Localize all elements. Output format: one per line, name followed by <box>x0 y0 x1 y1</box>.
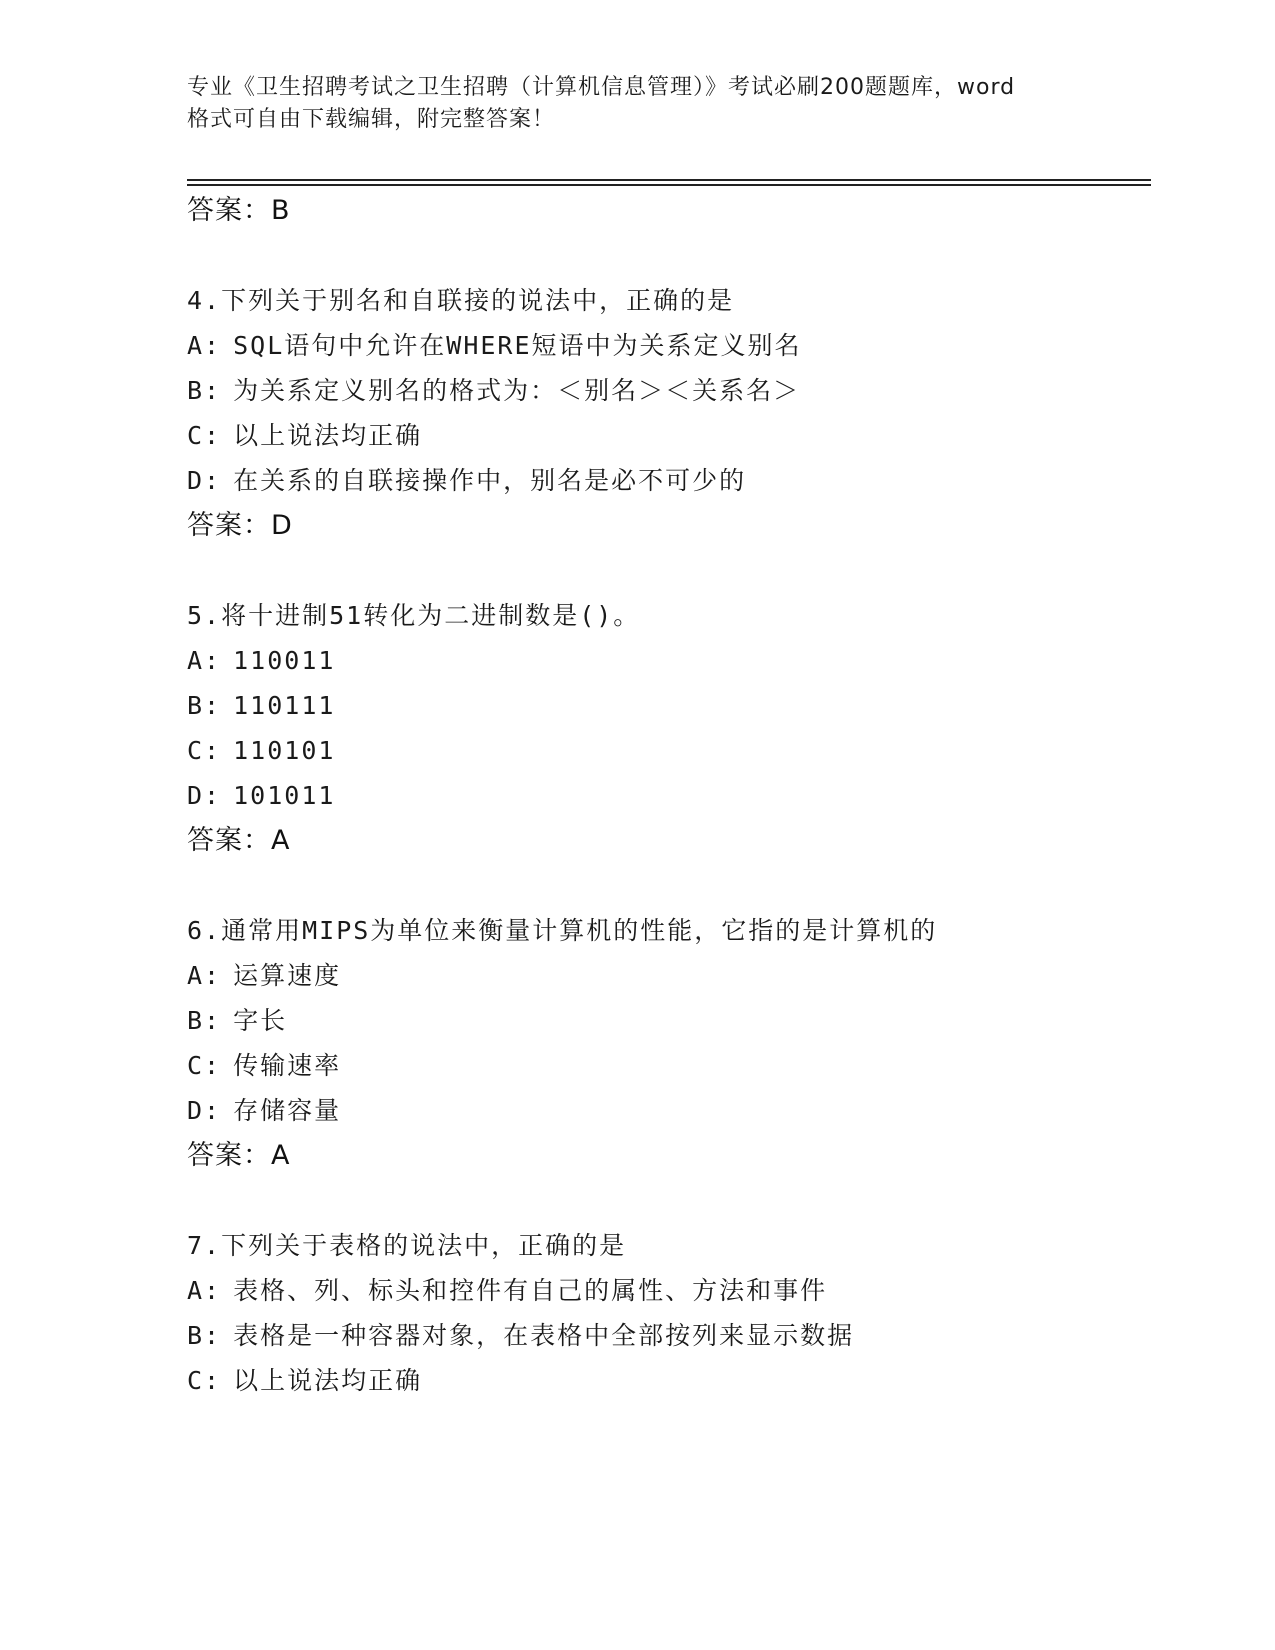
question-text: 7.下列关于表格的说法中，正确的是 <box>187 1231 627 1260</box>
option-d <box>187 458 1147 503</box>
question-item <box>187 278 1147 548</box>
option-d <box>187 1088 1147 1133</box>
option-b <box>187 683 1147 728</box>
question-item <box>187 1223 1147 1403</box>
answer-line: 答案：D <box>187 510 293 541</box>
header-line-1: 专业《卫生招聘考试之卫生招聘（计算机信息管理）》考试必刷200题题库，word <box>187 75 1016 100</box>
question-text: 4.下列关于别名和自联接的说法中，正确的是 <box>187 286 735 315</box>
answer-line: 答案：A <box>187 825 291 856</box>
option-text: 101011 <box>233 781 336 810</box>
option-text: 运算速度 <box>233 961 342 990</box>
option-text: 字长 <box>233 1006 288 1035</box>
question-text: 6.通常用MIPS为单位来衡量计算机的性能，它指的是计算机的 <box>187 916 938 945</box>
option-text: 110011 <box>233 646 336 675</box>
option-letter: C: <box>187 736 222 765</box>
option-text: 以上说法均正确 <box>233 1366 423 1395</box>
header-divider-top <box>187 179 1151 181</box>
option-text: SQL语句中允许在WHERE短语中为关系定义别名 <box>233 331 802 360</box>
option-letter: A: <box>187 961 222 990</box>
option-letter: C: <box>187 421 222 450</box>
option-letter: C: <box>187 1051 222 1080</box>
option-letter: D: <box>187 466 222 495</box>
option-c <box>187 1043 1147 1088</box>
option-letter: B: <box>187 376 222 405</box>
option-letter: D: <box>187 1096 222 1125</box>
option-letter: A: <box>187 1276 222 1305</box>
option-letter: A: <box>187 646 222 675</box>
header-line-2: 格式可自由下载编辑，附完整答案！ <box>187 107 556 132</box>
option-letter: D: <box>187 781 222 810</box>
option-text: 存储容量 <box>233 1096 342 1125</box>
option-b <box>187 368 1147 413</box>
option-c <box>187 1358 1147 1403</box>
option-text: 为关系定义别名的格式为：＜别名＞＜关系名＞ <box>233 376 801 405</box>
option-letter: B: <box>187 1006 222 1035</box>
option-letter: B: <box>187 691 222 720</box>
option-a <box>187 1268 1147 1313</box>
option-c <box>187 728 1147 773</box>
answer-line: 答案：B <box>187 195 291 226</box>
question-text: 5.将十进制51转化为二进制数是()。 <box>187 601 641 630</box>
option-c <box>187 413 1147 458</box>
option-d <box>187 773 1147 818</box>
option-a <box>187 638 1147 683</box>
option-text: 110111 <box>233 691 336 720</box>
option-text: 表格、列、标头和控件有自己的属性、方法和事件 <box>233 1276 828 1305</box>
question-item <box>187 593 1147 863</box>
option-a <box>187 323 1147 368</box>
option-b <box>187 1313 1147 1358</box>
answer-line: 答案：A <box>187 1140 291 1171</box>
option-text: 在关系的自联接操作中，别名是必不可少的 <box>233 466 747 495</box>
question-item <box>187 908 1147 1178</box>
question-list <box>187 188 1147 1403</box>
option-letter: B: <box>187 1321 222 1350</box>
header-divider-bottom <box>187 184 1151 186</box>
document-header <box>187 72 1087 136</box>
option-b <box>187 998 1147 1043</box>
option-text: 表格是一种容器对象，在表格中全部按列来显示数据 <box>233 1321 855 1350</box>
option-letter: A: <box>187 331 222 360</box>
option-text: 传输速率 <box>233 1051 342 1080</box>
option-a <box>187 953 1147 998</box>
option-text: 110101 <box>233 736 336 765</box>
option-text: 以上说法均正确 <box>233 421 423 450</box>
option-letter: C: <box>187 1366 222 1395</box>
